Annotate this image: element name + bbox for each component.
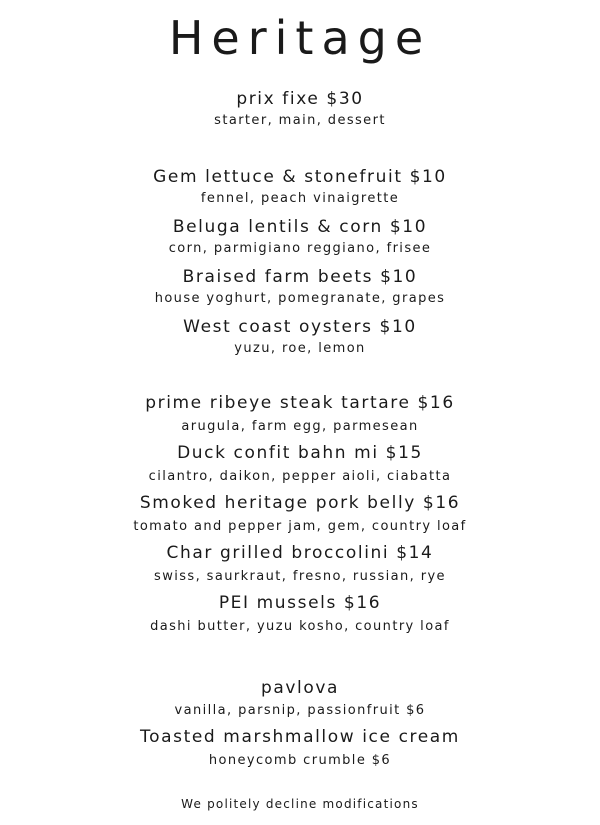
- main-item-desc: arugula, farm egg, parmesean: [181, 419, 419, 434]
- main-item-desc: tomato and pepper jam, gem, country loaf: [133, 519, 467, 534]
- starter-item-desc: fennel, peach vinaigrette: [200, 191, 400, 206]
- restaurant-title: Heritage: [168, 11, 432, 65]
- main-item-desc: cilantro, daikon, pepper aioli, ciabatta: [148, 469, 452, 484]
- main-item-name: PEI mussels $16: [218, 593, 382, 613]
- starter-item-desc: yuzu, roe, lemon: [234, 341, 366, 356]
- main-item-name: Duck confit bahn mi $15: [177, 443, 423, 463]
- main-item-name: Smoked heritage pork belly $16: [139, 493, 461, 513]
- modifications-note: We politely decline modifications: [181, 797, 419, 811]
- starter-item-name: Gem lettuce & stonefruit $10: [153, 167, 447, 187]
- prix-fixe-subtitle: starter, main, dessert: [214, 113, 386, 128]
- dessert-item-desc: vanilla, parsnip, passionfruit $6: [174, 703, 426, 718]
- starter-item-name: Braised farm beets $10: [182, 267, 418, 287]
- main-item-name: Char grilled broccolini $14: [166, 543, 434, 563]
- main-item-desc: swiss, saurkraut, fresno, russian, rye: [154, 569, 446, 584]
- prix-fixe-heading: prix fixe $30: [236, 89, 364, 109]
- dessert-item-desc: honeycomb crumble $6: [208, 753, 392, 768]
- starter-item-desc: corn, parmigiano reggiano, frisee: [168, 241, 432, 256]
- starter-item-name: Beluga lentils & corn $10: [172, 217, 428, 237]
- main-item-desc: dashi butter, yuzu kosho, country loaf: [150, 619, 450, 634]
- starter-item-name: West coast oysters $10: [183, 317, 417, 337]
- main-item-name: prime ribeye steak tartare $16: [145, 393, 455, 413]
- dessert-item-name: pavlova: [260, 678, 340, 698]
- starter-item-desc: house yoghurt, pomegranate, grapes: [154, 291, 446, 306]
- dessert-item-name: Toasted marshmallow ice cream: [140, 727, 460, 747]
